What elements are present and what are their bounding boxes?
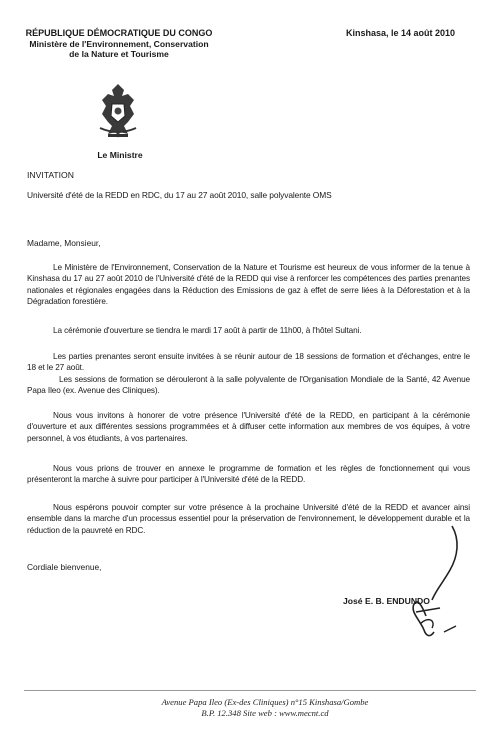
letterhead xyxy=(24,28,214,60)
letter-date: Kinshasa, le 14 août 2010 xyxy=(346,28,456,38)
footer-address-line: Avenue Papa Ileo (Ex-des Cliniques) n°15 Kinshasa/Gombe xyxy=(161,697,369,707)
invitation-heading: INVITATION xyxy=(27,170,74,180)
letterhead-country: RÉPUBLIQUE DÉMOCRATIQUE DU CONGO xyxy=(25,28,213,38)
footer-contact-line: B.P. 12.348 Site web : www.mecnt.cd xyxy=(201,708,329,718)
footer-divider xyxy=(24,690,476,691)
footer-address xyxy=(120,697,410,719)
letterhead-ministry: Ministère de l'Environnement, Conservation xyxy=(29,38,209,49)
closing-greeting: Cordiale bienvenue, xyxy=(27,562,102,572)
subject-line: Université d'été de la REDD en RDC, du 17 au 27 août 2010, salle polyvalente OMS xyxy=(27,190,332,200)
signatory-name: José E. B. ENDUNDO xyxy=(343,596,430,606)
paragraph-venue: Les sessions de formation se dérouleront à la salle polyvalente de l'Organisation Mondiale de la Santé, 42 Avenue Papa Ileo (ex. Avenue des Cliniques). xyxy=(27,375,470,396)
letterhead-ministry-cont: de la Nature et Tourisme xyxy=(69,49,169,59)
paragraph-opening-ceremony: La cérémonie d'ouverture se tiendra le mardi 17 août à partir de 11h00, à l'hôtel Sultani. xyxy=(53,326,362,335)
paragraph-closing: Nous espérons pouvoir compter sur votre présence à la prochaine Université d'été de la REDD et avancer ainsi ensemble dans la marche d'un processus essentiel pour la préservation de l'environnement, le développement durable et la réduction de la pauvreté en RDC. xyxy=(27,503,470,535)
paragraph-sessions: Les parties prenantes seront ensuite invitées à se réunir autour de 18 sessions de formation et d'échanges, entre le 18 et le 27 août. xyxy=(27,352,470,373)
handwritten-signature xyxy=(396,520,466,650)
paragraph-annex: Nous vous prions de trouver en annexe le programme de formation et les règles de fonctionnement qui vous présenteront la marche à suivre pour participer à l'Université d'été de la REDD. xyxy=(27,464,470,485)
paragraph-invite: Nous vous invitons à honorer de votre présence l'Université d'été de la REDD, en participant à la cérémonie d'ouverture et aux différentes sessions programmées et à diffuser cette information aux membres de vos équipes, à votre personnel, à vos étudiants, à vos partenaires. xyxy=(27,411,470,443)
salutation: Madame, Monsieur, xyxy=(27,238,101,248)
minister-label: Le Ministre xyxy=(97,150,143,160)
coat-of-arms-emblem xyxy=(94,82,142,140)
paragraph-intro: Le Ministère de l'Environnement, Conservation de la Nature et Tourisme est heureux de vous informer de la tenue à Kinshasa du 17 au 27 août 2010 de l'Université d'été de la REDD qui vise à renforcer les compétences des parties prenantes nationales et régionales engagées dans la Réduction des Emissions de gaz à effet de serre liées à la Déforestation et à la Dégradation forestière. xyxy=(27,263,470,306)
